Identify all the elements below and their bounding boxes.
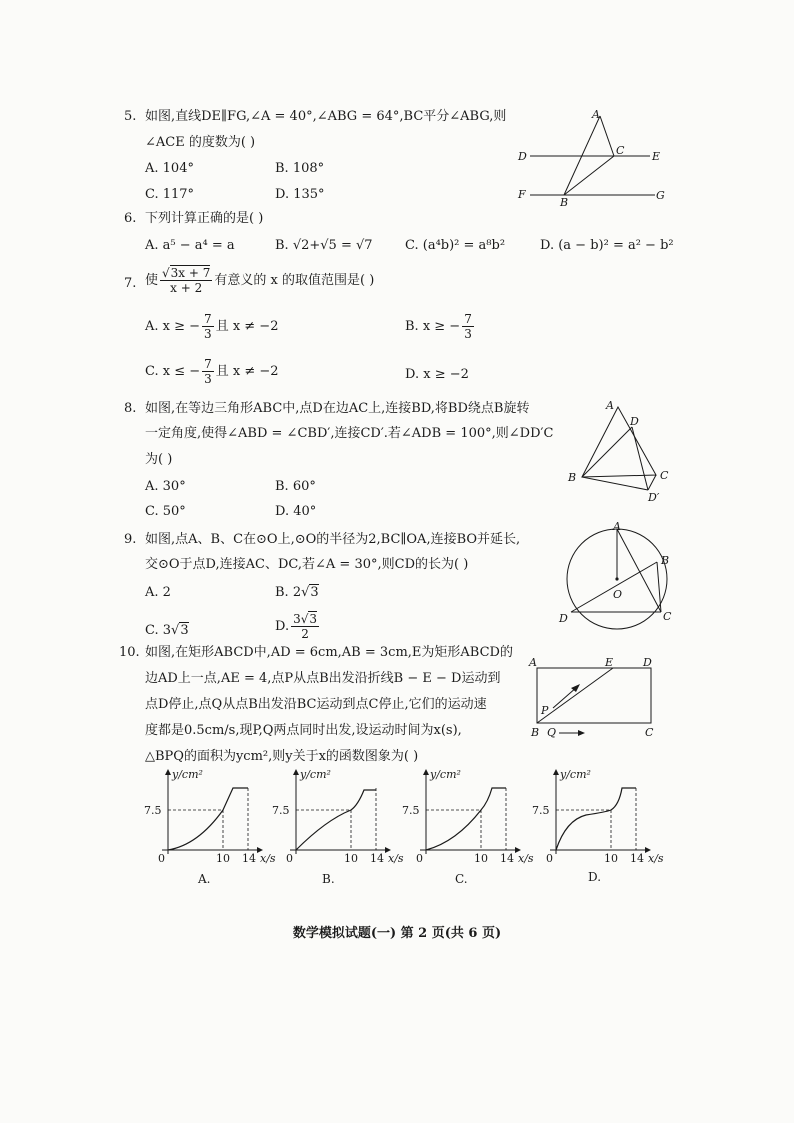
q9-stem-line2: 交⊙O于点D,连接AC、DC,若∠A = 30°,则CD的长为( ) <box>145 557 469 572</box>
q5-option-d[interactable]: D. 135° <box>275 187 325 202</box>
graph-y-arrow <box>293 769 299 775</box>
q6-option-c[interactable]: C. (a⁴b)² = a⁸b² <box>405 238 506 253</box>
graph-x-tick-10: 10 <box>474 852 488 865</box>
q9-option-b[interactable]: B. 2√3 <box>275 585 319 600</box>
q5-label-d: D <box>518 150 527 163</box>
graph-x-tick-10: 10 <box>344 852 358 865</box>
graph-d <box>532 768 664 865</box>
q10-stem-line4: 度都是0.5cm/s,现P,Q两点同时出发,设运动时间为x(s), <box>145 723 462 738</box>
page-footer: 数学模拟试题(一) 第 2 页(共 6 页) <box>292 926 502 941</box>
q10-label-q: Q <box>547 726 557 739</box>
q7-option-b-frac-num: 7 <box>464 312 472 326</box>
q9-number: 9. <box>124 532 137 547</box>
graph-a <box>144 768 276 865</box>
q9-option-d-den: 2 <box>301 627 309 641</box>
q10-answer-graphs <box>140 768 664 868</box>
q5-label-c: C <box>616 144 625 157</box>
graph-x-label: x/s <box>648 852 664 865</box>
q7-number: 7. <box>124 276 137 291</box>
q10-label-b: B <box>531 726 540 739</box>
graph-y-label: y/cm² <box>560 768 591 781</box>
q5-stem-line1: 如图,直线DE∥FG,∠A = 40°,∠ABG = 64°,BC平分∠ABG,则 <box>145 109 507 124</box>
q8-option-d[interactable]: D. 40° <box>275 504 317 519</box>
q8-label-c: C <box>660 469 669 482</box>
q7-option-a-pre: A. x ≥ − <box>145 319 201 334</box>
q6-number: 6. <box>124 211 137 226</box>
q8-option-b[interactable]: B. 60° <box>275 479 316 494</box>
q7-option-c-post: 且 x ≠ −2 <box>215 364 279 379</box>
graph-y-arrow <box>553 769 559 775</box>
q7-stem <box>145 266 374 295</box>
q10-label-e: E <box>605 656 614 669</box>
q7-option-c-frac-num: 7 <box>204 357 212 371</box>
graph-y-tick: 7.5 <box>272 804 290 817</box>
graph-y-tick: 7.5 <box>532 804 550 817</box>
graph-x-label: x/s <box>518 852 534 865</box>
q9-label-a: A <box>613 520 621 533</box>
graph-x-tick-14: 14 <box>242 852 256 865</box>
graph-curve <box>168 788 248 850</box>
graph-y-arrow <box>423 769 429 775</box>
q5-label-g: G <box>656 189 665 202</box>
graph-c <box>402 768 534 865</box>
q7-option-c[interactable] <box>145 357 279 386</box>
graph-x-tick-14: 14 <box>630 852 644 865</box>
q7-fraction: $\frac{√3x + 7}{x + 2}$ <box>162 266 211 295</box>
q7-numerator: 3x + 7 <box>170 266 211 280</box>
q10-figure <box>525 652 665 742</box>
q5-label-b: B <box>560 196 569 209</box>
graph-origin: 0 <box>416 852 423 865</box>
graph-label-d[interactable]: D. <box>588 870 602 884</box>
q5-figure <box>510 108 670 208</box>
q10-number: 10. <box>119 645 140 660</box>
q10-stem-line2: 边AD上一点,AE = 4,点P从点B出发沿折线B − E − D运动到 <box>145 671 501 686</box>
q8-option-a[interactable]: A. 30° <box>145 479 186 494</box>
q8-label-d: D <box>630 415 639 428</box>
graph-x-tick-14: 14 <box>370 852 384 865</box>
q5-option-a[interactable]: A. 104° <box>145 161 194 176</box>
q7-option-a-frac-num: 7 <box>204 312 212 326</box>
q7-option-b-frac-den: 3 <box>464 327 472 341</box>
q9-label-b: B <box>661 554 670 567</box>
graph-x-tick-10: 10 <box>604 852 618 865</box>
q6-option-d[interactable]: D. (a − b)² = a² − b² <box>540 238 674 253</box>
q7-option-b[interactable] <box>405 312 476 341</box>
graph-y-tick: 7.5 <box>402 804 420 817</box>
q9-option-c-pre: C. 3 <box>145 623 172 638</box>
graph-origin: 0 <box>158 852 165 865</box>
q9-option-d-num-radicand: 3 <box>309 612 318 626</box>
q8-stem-line1: 如图,在等边三角形ABC中,点D在边AC上,连接BD,将BD绕点B旋转 <box>145 401 530 416</box>
q9-option-c-radicand: 3 <box>180 623 189 638</box>
q10-stem-line3: 点D停止,点Q从点B出发沿BC运动到点C停止,它们的运动速 <box>145 697 487 712</box>
q5-stem-line2: ∠ACE 的度数为( ) <box>145 135 256 150</box>
q10-stem-line1: 如图,在矩形ABCD中,AD = 6cm,AB = 3cm,E为矩形ABCD的 <box>145 645 513 660</box>
q10-label-d: D <box>643 656 652 669</box>
q7-option-d[interactable]: D. x ≥ −2 <box>405 367 469 382</box>
graph-x-label: x/s <box>260 852 276 865</box>
q9-option-d[interactable]: D. $\frac{3√3}{2}$ <box>275 612 318 641</box>
q10-label-c: C <box>645 726 654 739</box>
graph-x-label: x/s <box>388 852 404 865</box>
q5-option-c[interactable]: C. 117° <box>145 187 195 202</box>
q9-label-d: D <box>559 612 568 625</box>
q9-option-a[interactable]: A. 2 <box>145 585 171 600</box>
q7-stem-post: 有意义的 x 的取值范围是( ) <box>214 273 375 288</box>
graph-curve <box>426 788 506 850</box>
q8-stem-line3: 为( ) <box>145 452 173 467</box>
q5-label-e: E <box>652 150 661 163</box>
graph-y-label: y/cm² <box>430 768 461 781</box>
q6-option-a[interactable]: A. a⁵ − a⁴ = a <box>145 238 235 253</box>
graph-curve <box>556 788 636 850</box>
q8-figure <box>560 395 680 505</box>
q5-label-f: F <box>518 188 526 201</box>
q5-number: 5. <box>124 109 137 124</box>
q9-label-o: O <box>613 588 623 601</box>
q8-label-b: B <box>568 471 577 484</box>
q10-label-p: P <box>541 704 549 717</box>
q9-stem-line1: 如图,点A、B、C在⊙O上,⊙O的半径为2,BC∥OA,连接BO并延长, <box>145 532 521 547</box>
q7-option-a[interactable] <box>145 312 278 341</box>
q8-option-c[interactable]: C. 50° <box>145 504 186 519</box>
graph-b <box>272 768 404 865</box>
q5-option-b[interactable]: B. 108° <box>275 161 325 176</box>
q8-number: 8. <box>124 401 137 416</box>
q9-option-c[interactable]: C. 3√3 <box>145 623 189 638</box>
q7-option-b-pre: B. x ≥ − <box>405 319 461 334</box>
q9-figure <box>555 522 685 632</box>
graph-label-c[interactable]: C. <box>455 872 468 886</box>
q9-option-d-num-coef: 3 <box>293 612 301 626</box>
graph-y-tick: 7.5 <box>144 804 162 817</box>
graph-label-b[interactable]: B. <box>322 872 335 886</box>
graph-x-tick-10: 10 <box>216 852 230 865</box>
q5-label-a: A <box>592 108 600 121</box>
q9-option-d-pre: D. <box>275 619 290 634</box>
graph-y-label: y/cm² <box>300 768 331 781</box>
q9-option-b-pre: B. 2 <box>275 585 302 600</box>
q8-label-dprime: D′ <box>648 491 660 504</box>
q7-option-c-pre: C. x ≤ − <box>145 364 201 379</box>
q9-option-b-radicand: 3 <box>310 585 319 600</box>
q10-stem-line5: △BPQ的面积为ycm²,则y关于x的函数图象为( ) <box>145 749 419 764</box>
graph-y-arrow <box>165 769 171 775</box>
q10-label-a: A <box>529 656 537 669</box>
q7-option-a-post: 且 x ≠ −2 <box>215 319 279 334</box>
graph-curve <box>296 790 376 850</box>
q7-option-c-frac-den: 3 <box>204 372 212 386</box>
q8-stem-line2: 一定角度,使得∠ABD = ∠CBD′,连接CD′.若∠ADB = 100°,则∠DD′C <box>145 426 554 441</box>
q6-option-b[interactable]: B. √2+√5 = √7 <box>275 238 373 253</box>
q7-stem-pre: 使 <box>145 273 159 288</box>
q6-stem: 下列计算正确的是( ) <box>145 211 264 226</box>
q7-option-a-frac-den: 3 <box>204 327 212 341</box>
graph-origin: 0 <box>546 852 553 865</box>
q7-denominator: x + 2 <box>170 281 203 295</box>
graph-y-label: y/cm² <box>172 768 203 781</box>
graph-x-tick-14: 14 <box>500 852 514 865</box>
q9-label-c: C <box>663 610 672 623</box>
graph-label-a[interactable]: A. <box>198 872 211 886</box>
graph-origin: 0 <box>286 852 293 865</box>
q8-label-a: A <box>606 399 614 412</box>
